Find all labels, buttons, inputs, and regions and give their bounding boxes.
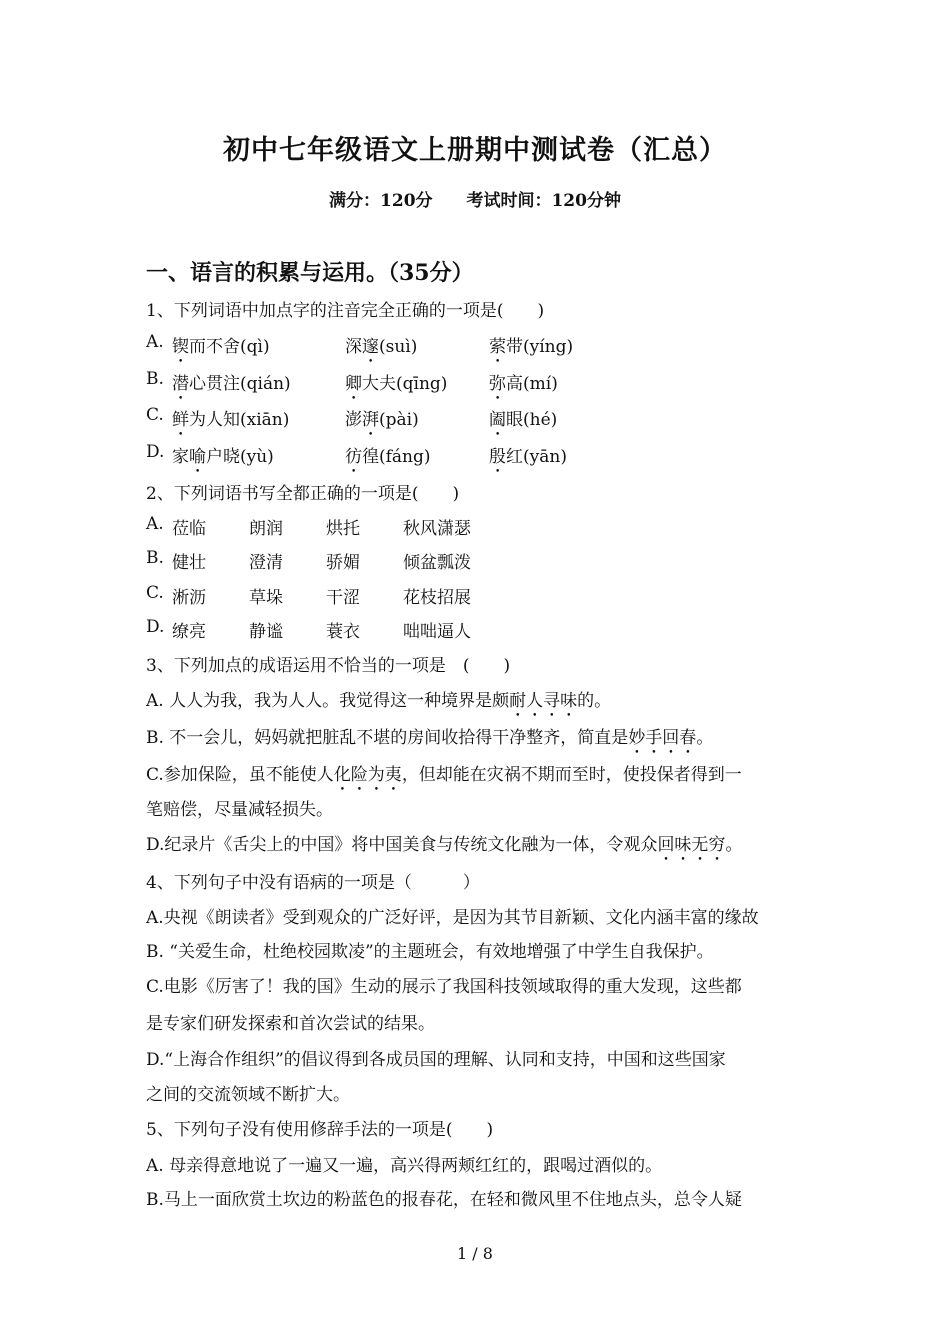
page-title: 初中七年级语文上册期中测试卷（汇总） xyxy=(223,135,727,166)
q4-option-a: A.央视《朗读者》受到观众的广泛好评，是因为其节目新颖、文化内涵丰富的缘故 xyxy=(146,908,759,928)
q3-option-b: B. 不一会儿，妈妈就把脏乱不堪的房间收拾得干净整齐，简直是妙手回春。 xyxy=(146,728,714,748)
q4-option-c-cont: 是专家们研发探索和首次尝试的结果。 xyxy=(146,1014,435,1034)
page-number: 1 / 8 xyxy=(457,1244,493,1263)
q3-option-c-cont: 笔赔偿，尽量减轻损失。 xyxy=(146,800,333,820)
document-page: 初中七年级语文上册期中测试卷（汇总） 满分：120分 考试时间：120分钟 一、语言的积累与运用。（35分） 1、下列词语中加点字的注音完全正确的一项是( ) A. 锲而不舍(qì) 深邃(suì) 萦带(yíng) B. 潜心贯注(qián) 卿大夫(qīng) 弥高(mí) C. 鲜为人知(xiān) 澎湃(pài) 阖眼(hé) D. 家喻户晓(yù) 彷徨(fáng) 殷红(yān) 2、下列词语书写全都正确的一项是( ) A. 莅临 朗润 烘托 秋风潇瑟 B. 健壮 澄清 骄媚 倾盆瓢泼 C. 淅沥 草垛 干涩 花枝招展 D. 缭亮 静谧 蓑衣 咄咄逼人 3、下列加点的成语运用不恰当的一项是 ( ) A. 人人为我，我为人人。我觉得这一种境界是颇耐人寻味的。 B. 不一会儿，妈妈就把脏乱不堪的房间收拾得干净整齐，简直是妙手回春。 C.参加保险，虽不能使人化险为夷，但却能在灾祸不期而至时，使投保者得到一 笔赔偿，尽量减轻损失。 D.纪录片《舌尖上的中国》将中国美食与传统文化融为一体，令观众回味无穷。 4、下列句子中没有语病的一项是（ ） A.央视《朗读者》受到观众的广泛好评，是因为其节目新颖、文化内涵丰富的缘故 B. “关爱生命，杜绝校园欺凌”的主题班会，有效地增强了中学生自我保护。 C.电影《厉害了！我的国》生动的展示了我国科技领域取得的重大发现，这些都 是专家们研发探索和首次尝试的结果。 D.“上海合作组织”的倡议得到各成员国的理解、认同和支持，中国和这些国家 之间的交流领域不断扩大。 5、下列句子没有使用修辞手法的一项是( ) A. 母亲得意地说了一遍又一遍，高兴得两颊红红的，跟喝过酒似的。 B.马上一面欣赏土坎边的粉蓝色的报春花，在轻和微风里不住地点头，总令人疑 1 / 8 xyxy=(0,0,950,1344)
q2-stem: 2、下列词语书写全都正确的一项是( ) xyxy=(146,484,460,504)
q3-option-a: A. 人人为我，我为人人。我觉得这一种境界是颇耐人寻味的。 xyxy=(146,691,612,711)
q4-option-b: B. “关爱生命，杜绝校园欺凌”的主题班会，有效地增强了中学生自我保护。 xyxy=(146,942,714,962)
q4-option-c: C.电影《厉害了！我的国》生动的展示了我国科技领域取得的重大发现，这些都 xyxy=(146,977,742,997)
q3-option-c: C.参加保险，虽不能使人化险为夷，但却能在灾祸不期而至时，使投保者得到一 xyxy=(146,765,742,785)
full-score: 满分：120分 xyxy=(329,191,433,211)
q4-stem: 4、下列句子中没有语病的一项是（ ） xyxy=(146,873,480,893)
exam-time: 考试时间：120分钟 xyxy=(466,191,621,211)
q4-option-d: D.“上海合作组织”的倡议得到各成员国的理解、认同和支持，中国和这些国家 xyxy=(146,1050,726,1070)
q1-stem: 1、下列词语中加点字的注音完全正确的一项是( ) xyxy=(146,301,545,321)
q3-stem: 3、下列加点的成语运用不恰当的一项是 ( ) xyxy=(146,656,511,676)
q5-option-a: A. 母亲得意地说了一遍又一遍，高兴得两颊红红的，跟喝过酒似的。 xyxy=(146,1156,663,1176)
q3-option-d: D.纪录片《舌尖上的中国》将中国美食与传统文化融为一体，令观众回味无穷。 xyxy=(146,835,743,855)
exam-info xyxy=(0,186,950,211)
section-heading: 一、语言的积累与运用。（35分） xyxy=(146,260,474,286)
q5-stem: 5、下列句子没有使用修辞手法的一项是( ) xyxy=(146,1120,494,1140)
q4-option-d-cont: 之间的交流领域不断扩大。 xyxy=(146,1085,350,1105)
q5-option-b: B.马上一面欣赏土坎边的粉蓝色的报春花，在轻和微风里不住地点头，总令人疑 xyxy=(146,1190,742,1210)
